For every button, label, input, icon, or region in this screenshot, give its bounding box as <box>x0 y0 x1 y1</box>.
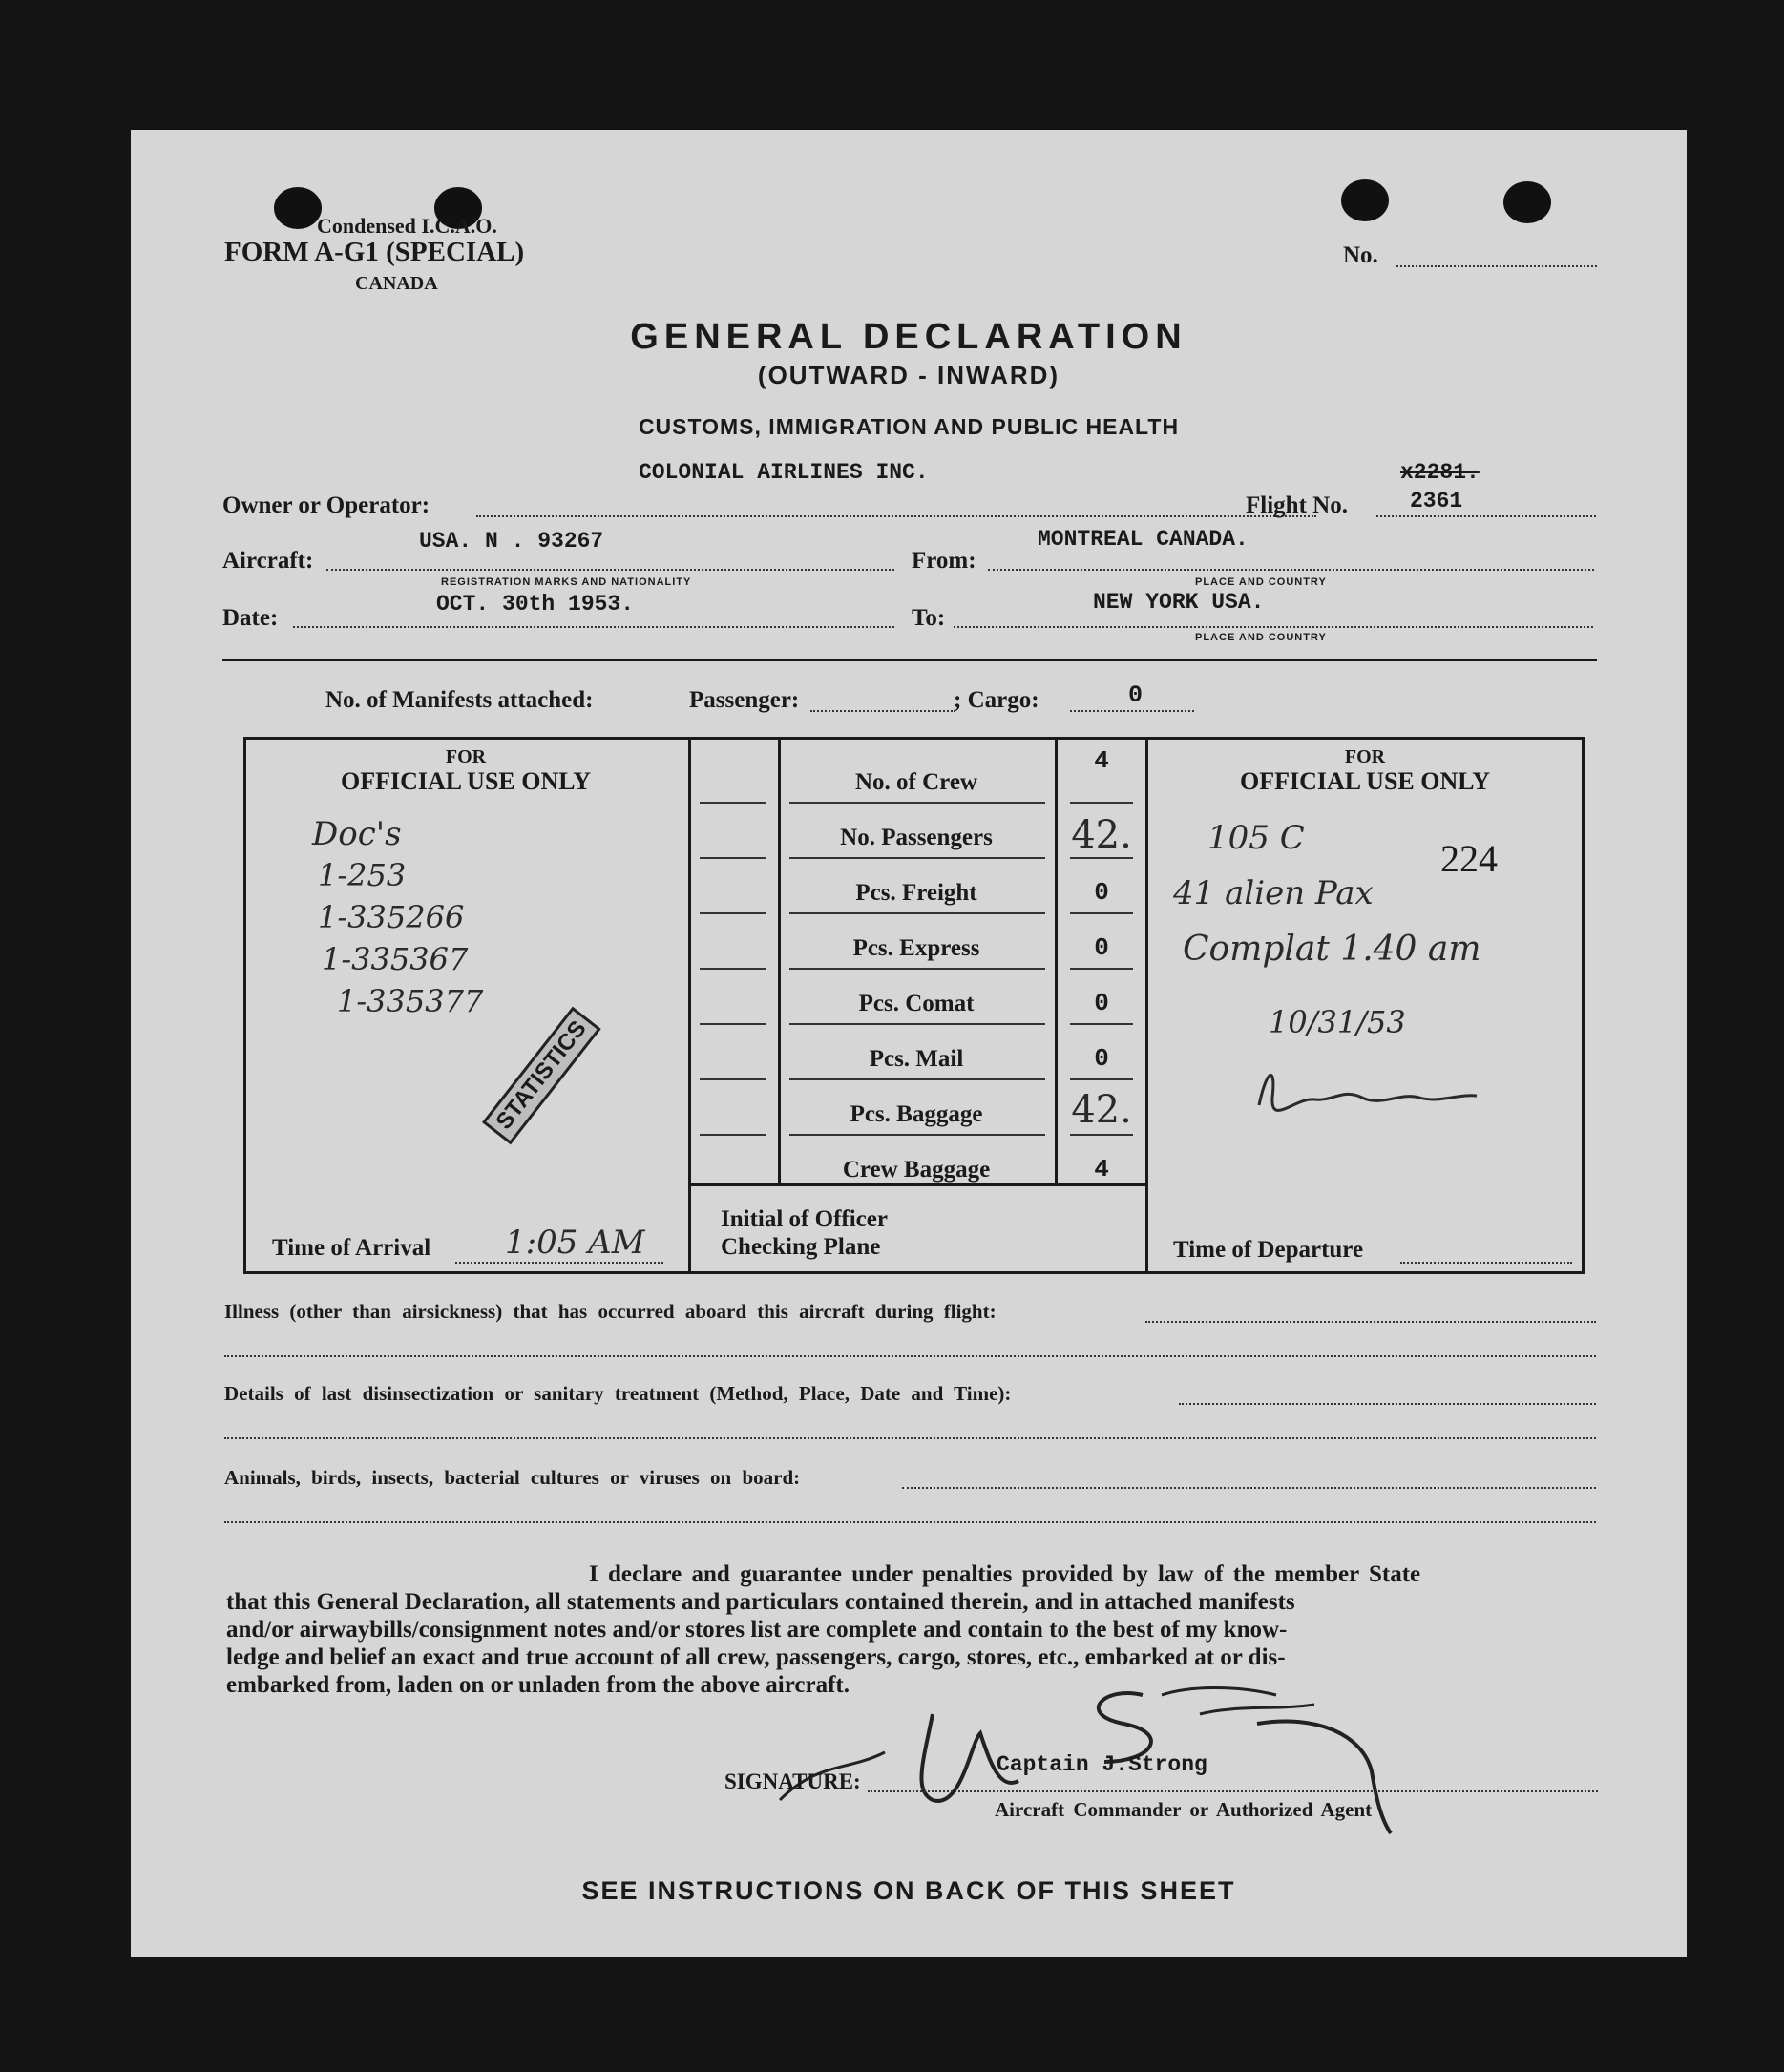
declaration-line: embarked from, laden on or unladen from the above aircraft. <box>226 1672 850 1698</box>
no-field[interactable] <box>1396 265 1597 267</box>
row-value: 42. <box>1071 1088 1132 1132</box>
disinsect-label: Details of last disinsectization or sanitary treatment (Method, Place, Date and Time): <box>224 1382 1012 1405</box>
owner-field[interactable] <box>476 515 1316 517</box>
signature-caption: Aircraft Commander or Authorized Agent <box>995 1798 1373 1821</box>
punch-hole <box>1503 181 1551 223</box>
passenger-label: Passenger: <box>689 687 800 713</box>
statistics-stamp: STATISTICS <box>482 1006 601 1144</box>
right-for: FOR <box>1344 746 1386 767</box>
flight-value: 2361 <box>1410 489 1463 513</box>
owner-value: COLONIAL AIRLINES INC. <box>639 460 929 485</box>
right-number: 224 <box>1440 837 1498 880</box>
handwritten-note: 41 alien Pax <box>1173 874 1374 912</box>
to-caption: PLACE AND COUNTRY <box>1195 632 1327 643</box>
handwritten-note: Complat 1.40 am <box>1183 930 1481 969</box>
to-label: To: <box>912 605 946 631</box>
declaration-line: that this General Declaration, all statements and particulars contained therein, and in attached manifests <box>226 1589 1295 1615</box>
arrival-label: Time of Arrival <box>272 1235 431 1261</box>
form-title: GENERAL DECLARATION <box>630 317 1187 357</box>
illness-label: Illness (other than airsickness) that has occurred aboard this aircraft during flight: <box>224 1300 997 1323</box>
from-label: From: <box>912 548 976 574</box>
cargo-label: ; Cargo: <box>954 687 1039 713</box>
row-label: Crew Baggage <box>842 1157 991 1183</box>
signature-field[interactable] <box>868 1790 1598 1792</box>
departure-label: Time of Departure <box>1173 1237 1364 1263</box>
date-field[interactable] <box>293 626 894 628</box>
to-value: NEW YORK USA. <box>1093 590 1265 615</box>
aircraft-caption: REGISTRATION MARKS AND NATIONALITY <box>441 576 692 588</box>
cargo-value: 0 <box>1128 681 1144 709</box>
owner-label: Owner or Operator: <box>222 492 430 518</box>
officer-initials <box>1238 1059 1486 1136</box>
row-label: Pcs. Freight <box>855 880 977 906</box>
handwritten-note: Doc's <box>312 815 402 853</box>
row-label: Pcs. Mail <box>869 1046 964 1072</box>
signatory-name: Captain J.Strong <box>997 1752 1207 1777</box>
handwritten-note: 105 C <box>1207 819 1305 857</box>
departure-field[interactable] <box>1400 1262 1572 1264</box>
cargo-field[interactable] <box>1070 710 1194 712</box>
row-value: 0 <box>1094 989 1109 1017</box>
form-purpose: CUSTOMS, IMMIGRATION AND PUBLIC HEALTH <box>638 414 1180 439</box>
from-caption: PLACE AND COUNTRY <box>1195 576 1327 588</box>
disinsect-field[interactable] <box>1179 1403 1596 1405</box>
footer-instructions: SEE INSTRUCTIONS ON BACK OF THIS SHEET <box>581 1876 1236 1905</box>
officer-label: Checking Plane <box>721 1234 881 1260</box>
row-value: 0 <box>1094 878 1109 907</box>
officer-label: Initial of Officer <box>721 1206 888 1232</box>
illness-field-2[interactable] <box>224 1355 1596 1357</box>
row-value: 42. <box>1071 813 1132 857</box>
punch-hole <box>1341 179 1389 221</box>
row-label: Pcs. Baggage <box>850 1101 983 1127</box>
flight-struck: x2281. <box>1400 460 1480 485</box>
date-value: OCT. 30th 1953. <box>436 592 635 617</box>
condensed-label: Condensed I.C.A.O. <box>317 214 497 238</box>
right-official-use: OFFICIAL USE ONLY <box>1240 767 1490 795</box>
row-label: Pcs. Express <box>852 935 980 961</box>
no-label: No. <box>1343 242 1378 268</box>
declaration-form <box>131 130 1687 1957</box>
aircraft-field[interactable] <box>326 569 894 571</box>
arrival-value: 1:05 AM <box>505 1224 645 1262</box>
declaration-line: and/or airwaybills/consignment notes and/or stores list are complete and contain to the best of my know- <box>226 1617 1288 1643</box>
handwritten-note: 1-335266 <box>318 899 465 935</box>
from-field[interactable] <box>988 569 1594 571</box>
date-label: Date: <box>222 605 279 631</box>
aircraft-label: Aircraft: <box>222 548 314 574</box>
divider <box>222 659 1597 661</box>
form-number: FORM A-G1 (SPECIAL) <box>224 237 525 267</box>
from-value: MONTREAL CANADA. <box>1038 527 1249 552</box>
row-value: 4 <box>1094 1155 1109 1183</box>
disinsect-field-2[interactable] <box>224 1437 1596 1439</box>
animals-label: Animals, birds, insects, bacterial cultures or viruses on board: <box>224 1466 801 1489</box>
arrival-field[interactable] <box>455 1262 663 1264</box>
row-label: No. Passengers <box>840 825 993 850</box>
row-value: 0 <box>1094 1044 1109 1073</box>
row-value: 0 <box>1094 933 1109 962</box>
left-official-use: OFFICIAL USE ONLY <box>341 767 591 795</box>
row-value: 4 <box>1094 746 1109 775</box>
animals-field[interactable] <box>902 1487 1596 1489</box>
manifests-label: No. of Manifests attached: <box>325 687 594 713</box>
country-label: CANADA <box>355 273 438 294</box>
handwritten-note: 1-253 <box>318 857 407 893</box>
flight-field[interactable] <box>1376 515 1596 517</box>
passenger-field[interactable] <box>810 710 955 712</box>
aircraft-value: USA. N . 93267 <box>419 529 604 554</box>
handwritten-note: 10/31/53 <box>1269 1004 1406 1040</box>
declaration-line: ledge and belief an exact and true account of all crew, passengers, cargo, stores, etc., embarked at or dis- <box>226 1644 1286 1670</box>
to-field[interactable] <box>954 626 1593 628</box>
handwritten-note: 1-335367 <box>322 941 469 977</box>
animals-field-2[interactable] <box>224 1521 1596 1523</box>
flight-label: Flight No. <box>1246 492 1348 518</box>
signature-label: SIGNATURE: <box>724 1769 861 1793</box>
illness-field[interactable] <box>1145 1321 1596 1323</box>
handwritten-note: 1-335377 <box>337 983 484 1019</box>
row-label: No. of Crew <box>855 769 977 795</box>
form-subtitle: (OUTWARD - INWARD) <box>757 361 1060 389</box>
declaration-line: I declare and guarantee under penalties provided by law of the member State <box>589 1561 1421 1587</box>
punch-hole <box>274 187 322 229</box>
row-label: Pcs. Comat <box>858 991 975 1016</box>
left-for: FOR <box>445 746 487 767</box>
